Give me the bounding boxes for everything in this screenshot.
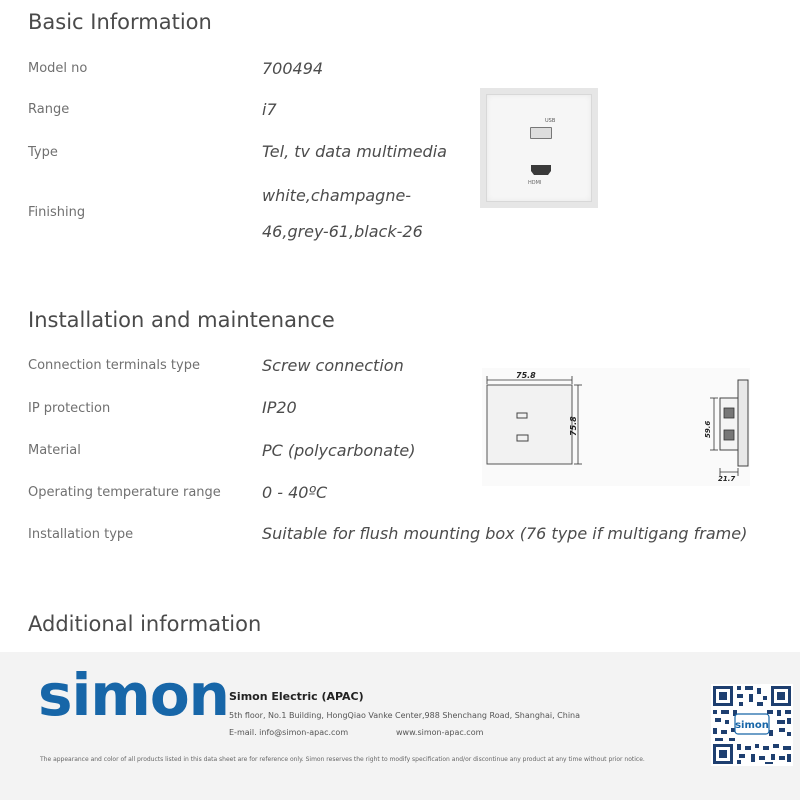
installation-type-label: Installation type xyxy=(28,527,134,542)
connection-terminals-label: Connection terminals type xyxy=(28,358,200,373)
model-no-value: 700494 xyxy=(262,59,324,78)
installation-type-value: Suitable for flush mounting box (76 type if multigang frame) xyxy=(262,524,748,543)
ip-protection-label: IP protection xyxy=(28,401,111,416)
finishing-value: white,champagne-46,grey-61,black-26 xyxy=(262,186,423,241)
ip-protection-value: IP20 xyxy=(262,398,297,417)
type-value: Tel, tv data multimedia xyxy=(262,142,447,161)
material-value: PC (polycarbonate) xyxy=(262,441,416,460)
socket-plate xyxy=(486,94,592,202)
dimension-drawing xyxy=(482,368,750,486)
company-name: Simon Electric (APAC) xyxy=(229,690,364,703)
range-value: i7 xyxy=(262,100,277,119)
usb-port xyxy=(530,127,552,139)
front-view xyxy=(487,371,582,464)
qr-center-label: simon xyxy=(735,720,769,731)
installation-title: Installation and maintenance xyxy=(28,308,335,332)
connection-terminals-value: Screw connection xyxy=(262,356,404,375)
simon-logo: simon xyxy=(38,661,229,729)
basic-information-title: Basic Information xyxy=(28,10,212,34)
company-address: 5th floor, No.1 Building, HongQiao Vanke Center,988 Shenchang Road, Shanghai, China xyxy=(229,711,581,720)
width-dimension: 75.8 xyxy=(516,371,536,380)
finishing-label: Finishing xyxy=(28,205,86,220)
hdmi-port xyxy=(531,165,551,175)
usb-logo: USB xyxy=(545,118,556,124)
operating-temperature-value: 0 - 40ºC xyxy=(262,483,328,502)
hdmi-logo: HDMI xyxy=(528,180,542,186)
company-email: E-mail. info@simon-apac.com xyxy=(229,728,349,737)
operating-temperature-label: Operating temperature range xyxy=(28,485,221,500)
depth-dimension: 21.7 xyxy=(718,475,736,483)
product-photo xyxy=(480,88,598,208)
side-height-dimension: 59.6 xyxy=(704,420,712,438)
type-label: Type xyxy=(28,145,58,160)
disclaimer: The appearance and color of all products listed in this data sheet are for reference only. Simon reserves the right to modify specification and/or discontinue any product at any time without prior notice. xyxy=(40,756,645,763)
model-no-label: Model no xyxy=(28,61,88,76)
material-label: Material xyxy=(28,443,81,458)
range-label: Range xyxy=(28,102,70,117)
additional-information-title: Additional information xyxy=(28,612,262,636)
qr-code[interactable] xyxy=(711,684,793,766)
company-website: www.simon-apac.com xyxy=(396,728,484,737)
height-dimension: 75.8 xyxy=(569,416,578,436)
